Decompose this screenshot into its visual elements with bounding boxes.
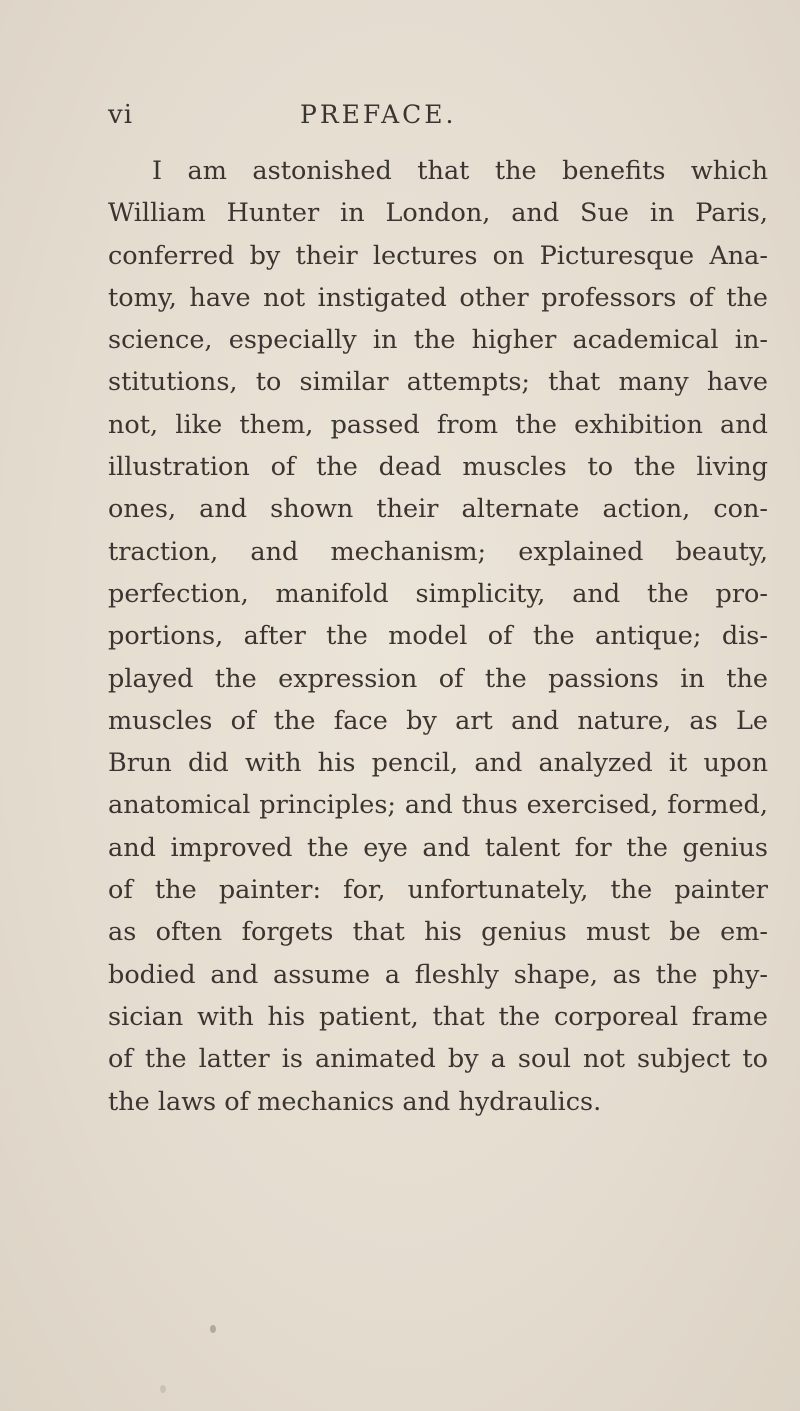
text-line: science, especially in the higher academical in- bbox=[108, 325, 768, 356]
body-paragraph bbox=[108, 150, 768, 1123]
text-line: stitutions, to similar attempts; that many have bbox=[108, 367, 768, 398]
paper-speck bbox=[160, 1385, 166, 1393]
running-head bbox=[0, 100, 800, 140]
text-line: and improved the eye and talent for the genius bbox=[108, 832, 768, 863]
text-line: traction, and mechanism; explained beauty, bbox=[108, 536, 768, 567]
text-line: of the latter is animated by a soul not subject to bbox=[108, 1044, 768, 1075]
text-line: William Hunter in London, and Sue in Paris, bbox=[108, 198, 768, 229]
text-line: Brun did with his pencil, and analyzed it upon bbox=[108, 748, 768, 779]
text-line: bodied and assume a fleshly shape, as the phy- bbox=[108, 959, 768, 990]
text-line: I am astonished that the benefits which bbox=[152, 156, 768, 186]
text-line: not, like them, passed from the exhibition and bbox=[108, 409, 768, 440]
text-line: conferred by their lectures on Picturesque Ana- bbox=[108, 240, 768, 271]
page-number: vi bbox=[108, 100, 134, 130]
text-line: illustration of the dead muscles to the living bbox=[108, 452, 768, 483]
text-line: muscles of the face by art and nature, as Le bbox=[108, 705, 768, 736]
text-line: played the expression of the passions in the bbox=[108, 663, 768, 694]
text-line: of the painter: for, unfortunately, the painter bbox=[108, 875, 768, 906]
text-line: anatomical principles; and thus exercised, formed, bbox=[108, 790, 768, 821]
running-head-title: PREFACE. bbox=[300, 100, 457, 129]
text-line: as often forgets that his genius must be em- bbox=[108, 917, 768, 948]
text-line: tomy, have not instigated other professors of the bbox=[108, 282, 768, 313]
paper-speck bbox=[210, 1325, 216, 1333]
text-line: perfection, manifold simplicity, and the pro- bbox=[108, 578, 768, 609]
text-line: the laws of mechanics and hydraulics. bbox=[108, 1086, 602, 1117]
text-line: sician with his patient, that the corporeal frame bbox=[108, 1001, 768, 1032]
text-line: ones, and shown their alternate action, con- bbox=[108, 494, 768, 525]
text-line: portions, after the model of the antique; dis- bbox=[108, 621, 768, 652]
